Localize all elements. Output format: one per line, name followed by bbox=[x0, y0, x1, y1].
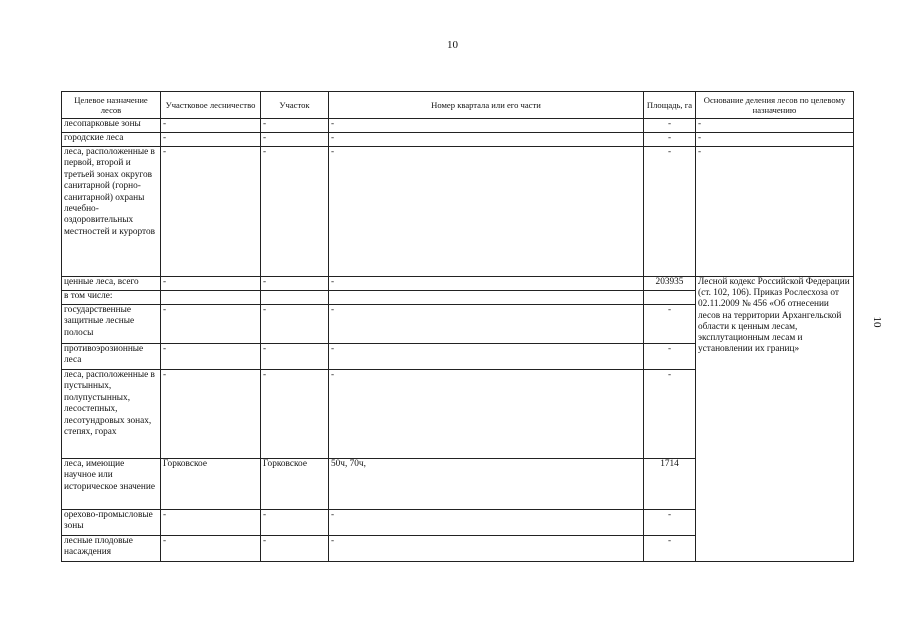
cell-quarter bbox=[329, 291, 644, 305]
cell-plot: - bbox=[261, 305, 329, 344]
cell-name: лесопарковые зоны bbox=[62, 119, 161, 133]
cell-basis: - bbox=[696, 133, 854, 147]
cell-area: 1714 bbox=[644, 459, 696, 510]
table-row bbox=[62, 147, 854, 277]
cell-plot: - bbox=[261, 370, 329, 459]
cell-quarter: - bbox=[329, 344, 644, 370]
header-purpose: Целевое назначение лесов bbox=[62, 92, 161, 119]
cell-district bbox=[161, 291, 261, 305]
cell-plot: - bbox=[261, 119, 329, 133]
cell-district: - bbox=[161, 133, 261, 147]
cell-name: противоэрозионные леса bbox=[62, 344, 161, 370]
cell-district: Горковское bbox=[161, 459, 261, 510]
cell-district: - bbox=[161, 510, 261, 536]
cell-district: - bbox=[161, 370, 261, 459]
cell-district: - bbox=[161, 119, 261, 133]
cell-area: - bbox=[644, 119, 696, 133]
cell-district: - bbox=[161, 344, 261, 370]
cell-plot: - bbox=[261, 344, 329, 370]
cell-name: в том числе: bbox=[62, 291, 161, 305]
cell-name: ценные леса, всего bbox=[62, 277, 161, 291]
cell-area: 203935 bbox=[644, 277, 696, 291]
forest-purpose-table bbox=[61, 91, 854, 562]
cell-quarter: - bbox=[329, 536, 644, 562]
cell-plot: - bbox=[261, 536, 329, 562]
cell-basis-valuable-forests: Лесной кодекс Российской Федерации (ст. 102, 106). Приказ Рослесхоза от 02.11.2009 № 456 «Об отнесении лесов на территории Архангельской области к ценным лесам, эксплутационным лесам и установлении их границ» bbox=[696, 277, 854, 562]
cell-quarter: 50ч, 70ч, bbox=[329, 459, 644, 510]
cell-plot: - bbox=[261, 510, 329, 536]
cell-quarter: - bbox=[329, 277, 644, 291]
cell-quarter: - bbox=[329, 119, 644, 133]
header-quarter: Номер квартала или его части bbox=[329, 92, 644, 119]
cell-area: - bbox=[644, 305, 696, 344]
cell-quarter: - bbox=[329, 133, 644, 147]
cell-area: - bbox=[644, 344, 696, 370]
cell-area bbox=[644, 291, 696, 305]
page-number: 10 bbox=[447, 39, 458, 51]
cell-name: леса, расположенные в первой, второй и третьей зонах округов санитарной (горно-санитарной) охраны лечебно-оздоровительных местностей и курортов bbox=[62, 147, 161, 277]
table-row bbox=[62, 277, 854, 291]
cell-quarter: - bbox=[329, 370, 644, 459]
cell-district: - bbox=[161, 305, 261, 344]
cell-name: городские леса bbox=[62, 133, 161, 147]
header-area: Площадь, га bbox=[644, 92, 696, 119]
cell-area: - bbox=[644, 133, 696, 147]
cell-plot: Горковское bbox=[261, 459, 329, 510]
cell-plot bbox=[261, 291, 329, 305]
cell-area: - bbox=[644, 510, 696, 536]
cell-name: леса, имеющие научное или историческое значение bbox=[62, 459, 161, 510]
cell-quarter: - bbox=[329, 510, 644, 536]
cell-area: - bbox=[644, 147, 696, 277]
cell-plot: - bbox=[261, 147, 329, 277]
cell-area: - bbox=[644, 370, 696, 459]
cell-name: орехово-промысловые зоны bbox=[62, 510, 161, 536]
cell-district: - bbox=[161, 536, 261, 562]
cell-name: леса, расположенные в пустынных, полупустынных, лесостепных, лесотундровых зонах, степях, горах bbox=[62, 370, 161, 459]
cell-plot: - bbox=[261, 277, 329, 291]
header-basis: Основание деления лесов по целевому назначению bbox=[696, 92, 854, 119]
cell-basis: - bbox=[696, 119, 854, 133]
side-page-number: 10 bbox=[871, 316, 883, 328]
header-plot: Участок bbox=[261, 92, 329, 119]
cell-name: государственные защитные лесные полосы bbox=[62, 305, 161, 344]
cell-basis: - bbox=[696, 147, 854, 277]
cell-district: - bbox=[161, 147, 261, 277]
table-row bbox=[62, 119, 854, 133]
cell-quarter: - bbox=[329, 147, 644, 277]
cell-name: лесные плодовые насаждения bbox=[62, 536, 161, 562]
page-bottom-margin bbox=[0, 583, 905, 640]
cell-district: - bbox=[161, 277, 261, 291]
cell-plot: - bbox=[261, 133, 329, 147]
table-row bbox=[62, 133, 854, 147]
cell-area: - bbox=[644, 536, 696, 562]
table-header-row bbox=[62, 92, 854, 119]
header-district: Участковое лесничество bbox=[161, 92, 261, 119]
cell-quarter: - bbox=[329, 305, 644, 344]
